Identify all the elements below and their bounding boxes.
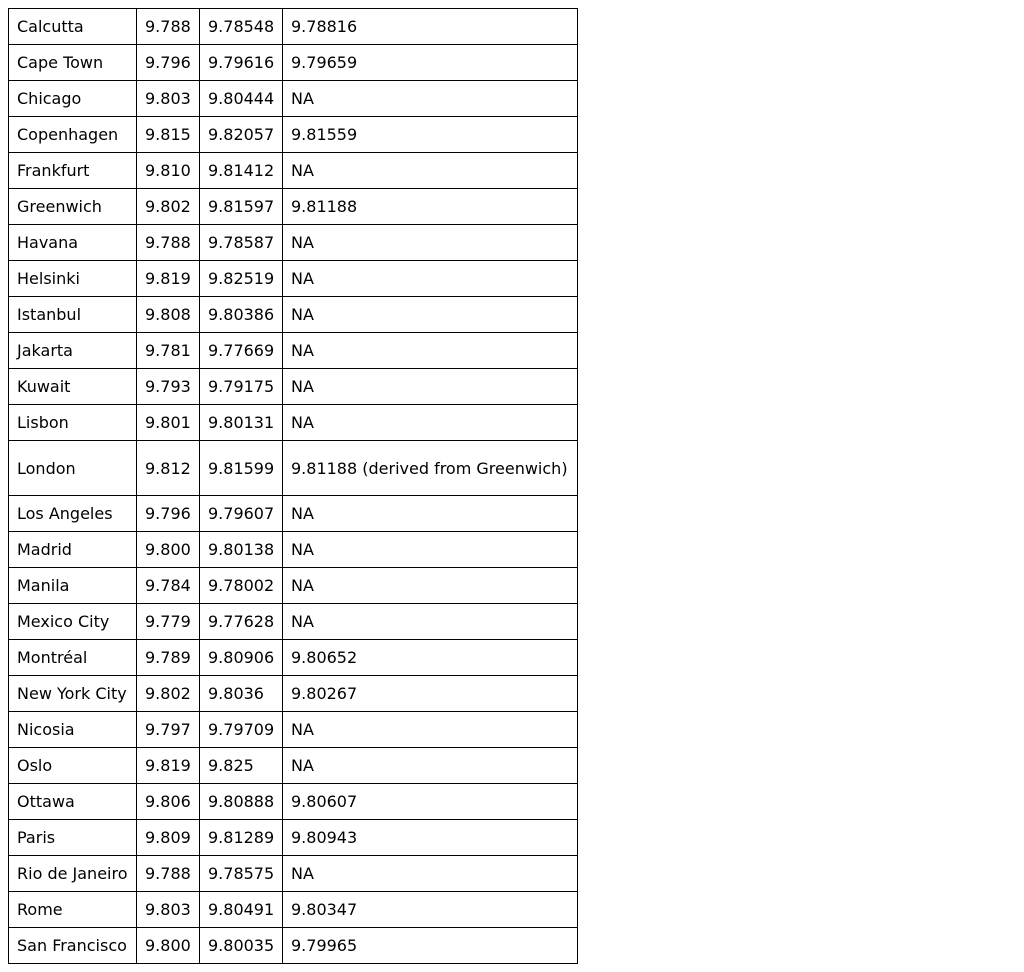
table-row <box>9 261 578 297</box>
table-row <box>9 45 578 81</box>
value-cell-2: 9.8036 <box>200 676 283 712</box>
value-cell-3: NA <box>283 856 578 892</box>
city-cell: Lisbon <box>9 405 137 441</box>
city-cell: Los Angeles <box>9 496 137 532</box>
value-cell-3: NA <box>283 604 578 640</box>
value-cell-2: 9.81597 <box>200 189 283 225</box>
table-row <box>9 225 578 261</box>
value-cell-2: 9.81599 <box>200 441 283 496</box>
value-cell-1: 9.779 <box>137 604 200 640</box>
table-row <box>9 532 578 568</box>
value-cell-1: 9.802 <box>137 189 200 225</box>
value-cell-3: NA <box>283 225 578 261</box>
value-cell-1: 9.808 <box>137 297 200 333</box>
table-row <box>9 81 578 117</box>
value-cell-3: NA <box>283 712 578 748</box>
value-cell-2: 9.79709 <box>200 712 283 748</box>
city-cell: Helsinki <box>9 261 137 297</box>
value-cell-3: NA <box>283 532 578 568</box>
value-cell-2: 9.77628 <box>200 604 283 640</box>
city-cell: Chicago <box>9 81 137 117</box>
value-cell-2: 9.79616 <box>200 45 283 81</box>
city-cell: Oslo <box>9 748 137 784</box>
value-cell-1: 9.781 <box>137 333 200 369</box>
value-cell-2: 9.78548 <box>200 9 283 45</box>
city-cell: Havana <box>9 225 137 261</box>
city-cell: New York City <box>9 676 137 712</box>
value-cell-3: 9.79965 <box>283 928 578 964</box>
table-row <box>9 297 578 333</box>
table-row <box>9 568 578 604</box>
value-cell-3: NA <box>283 297 578 333</box>
value-cell-2: 9.77669 <box>200 333 283 369</box>
city-cell: London <box>9 441 137 496</box>
table-row <box>9 117 578 153</box>
value-cell-3: NA <box>283 261 578 297</box>
city-cell: Mexico City <box>9 604 137 640</box>
value-cell-1: 9.809 <box>137 820 200 856</box>
table-row <box>9 496 578 532</box>
value-cell-1: 9.796 <box>137 496 200 532</box>
value-cell-3: 9.79659 <box>283 45 578 81</box>
city-cell: Ottawa <box>9 784 137 820</box>
value-cell-2: 9.78002 <box>200 568 283 604</box>
table-row <box>9 892 578 928</box>
gravity-table <box>8 8 578 964</box>
value-cell-1: 9.810 <box>137 153 200 189</box>
value-cell-2: 9.80386 <box>200 297 283 333</box>
table-row <box>9 676 578 712</box>
value-cell-3: 9.80943 <box>283 820 578 856</box>
value-cell-1: 9.789 <box>137 640 200 676</box>
value-cell-1: 9.802 <box>137 676 200 712</box>
city-cell: Frankfurt <box>9 153 137 189</box>
value-cell-3: 9.81559 <box>283 117 578 153</box>
city-cell: Kuwait <box>9 369 137 405</box>
value-cell-2: 9.78575 <box>200 856 283 892</box>
value-cell-1: 9.812 <box>137 441 200 496</box>
value-cell-1: 9.819 <box>137 748 200 784</box>
table-row <box>9 405 578 441</box>
table-row <box>9 9 578 45</box>
table-row <box>9 712 578 748</box>
value-cell-1: 9.800 <box>137 928 200 964</box>
value-cell-3: 9.81188 <box>283 189 578 225</box>
value-cell-3: NA <box>283 369 578 405</box>
value-cell-1: 9.819 <box>137 261 200 297</box>
value-cell-3: NA <box>283 748 578 784</box>
value-cell-1: 9.801 <box>137 405 200 441</box>
value-cell-2: 9.80035 <box>200 928 283 964</box>
value-cell-1: 9.797 <box>137 712 200 748</box>
value-cell-1: 9.793 <box>137 369 200 405</box>
value-cell-1: 9.788 <box>137 856 200 892</box>
value-cell-2: 9.80131 <box>200 405 283 441</box>
table-row <box>9 604 578 640</box>
value-cell-3: 9.80267 <box>283 676 578 712</box>
value-cell-2: 9.79607 <box>200 496 283 532</box>
table-body <box>9 9 578 964</box>
value-cell-2: 9.80906 <box>200 640 283 676</box>
value-cell-3: NA <box>283 496 578 532</box>
value-cell-3: 9.81188 (derived from Greenwich) <box>283 441 578 496</box>
value-cell-2: 9.80138 <box>200 532 283 568</box>
value-cell-3: NA <box>283 405 578 441</box>
city-cell: Montréal <box>9 640 137 676</box>
value-cell-3: 9.80652 <box>283 640 578 676</box>
value-cell-3: NA <box>283 333 578 369</box>
value-cell-1: 9.803 <box>137 81 200 117</box>
table-row <box>9 441 578 496</box>
value-cell-3: 9.80347 <box>283 892 578 928</box>
value-cell-1: 9.800 <box>137 532 200 568</box>
city-cell: Istanbul <box>9 297 137 333</box>
value-cell-1: 9.815 <box>137 117 200 153</box>
table-row <box>9 640 578 676</box>
table-row <box>9 784 578 820</box>
value-cell-2: 9.78587 <box>200 225 283 261</box>
city-cell: Copenhagen <box>9 117 137 153</box>
table-row <box>9 820 578 856</box>
value-cell-1: 9.803 <box>137 892 200 928</box>
value-cell-2: 9.79175 <box>200 369 283 405</box>
city-cell: Cape Town <box>9 45 137 81</box>
value-cell-3: 9.78816 <box>283 9 578 45</box>
value-cell-2: 9.81289 <box>200 820 283 856</box>
table-row <box>9 153 578 189</box>
value-cell-2: 9.80491 <box>200 892 283 928</box>
value-cell-1: 9.788 <box>137 225 200 261</box>
city-cell: Calcutta <box>9 9 137 45</box>
city-cell: Nicosia <box>9 712 137 748</box>
table-row <box>9 189 578 225</box>
city-cell: Rome <box>9 892 137 928</box>
value-cell-1: 9.788 <box>137 9 200 45</box>
table-row <box>9 856 578 892</box>
city-cell: Manila <box>9 568 137 604</box>
value-cell-2: 9.80444 <box>200 81 283 117</box>
value-cell-1: 9.784 <box>137 568 200 604</box>
value-cell-2: 9.80888 <box>200 784 283 820</box>
value-cell-1: 9.806 <box>137 784 200 820</box>
value-cell-1: 9.796 <box>137 45 200 81</box>
city-cell: Paris <box>9 820 137 856</box>
value-cell-2: 9.81412 <box>200 153 283 189</box>
value-cell-3: NA <box>283 153 578 189</box>
city-cell: Madrid <box>9 532 137 568</box>
table-row <box>9 748 578 784</box>
value-cell-2: 9.82519 <box>200 261 283 297</box>
table-row <box>9 333 578 369</box>
table-row <box>9 928 578 964</box>
value-cell-3: NA <box>283 81 578 117</box>
value-cell-3: NA <box>283 568 578 604</box>
value-cell-3: 9.80607 <box>283 784 578 820</box>
city-cell: Greenwich <box>9 189 137 225</box>
value-cell-2: 9.82057 <box>200 117 283 153</box>
city-cell: Jakarta <box>9 333 137 369</box>
city-cell: Rio de Janeiro <box>9 856 137 892</box>
city-cell: San Francisco <box>9 928 137 964</box>
table-row <box>9 369 578 405</box>
value-cell-2: 9.825 <box>200 748 283 784</box>
